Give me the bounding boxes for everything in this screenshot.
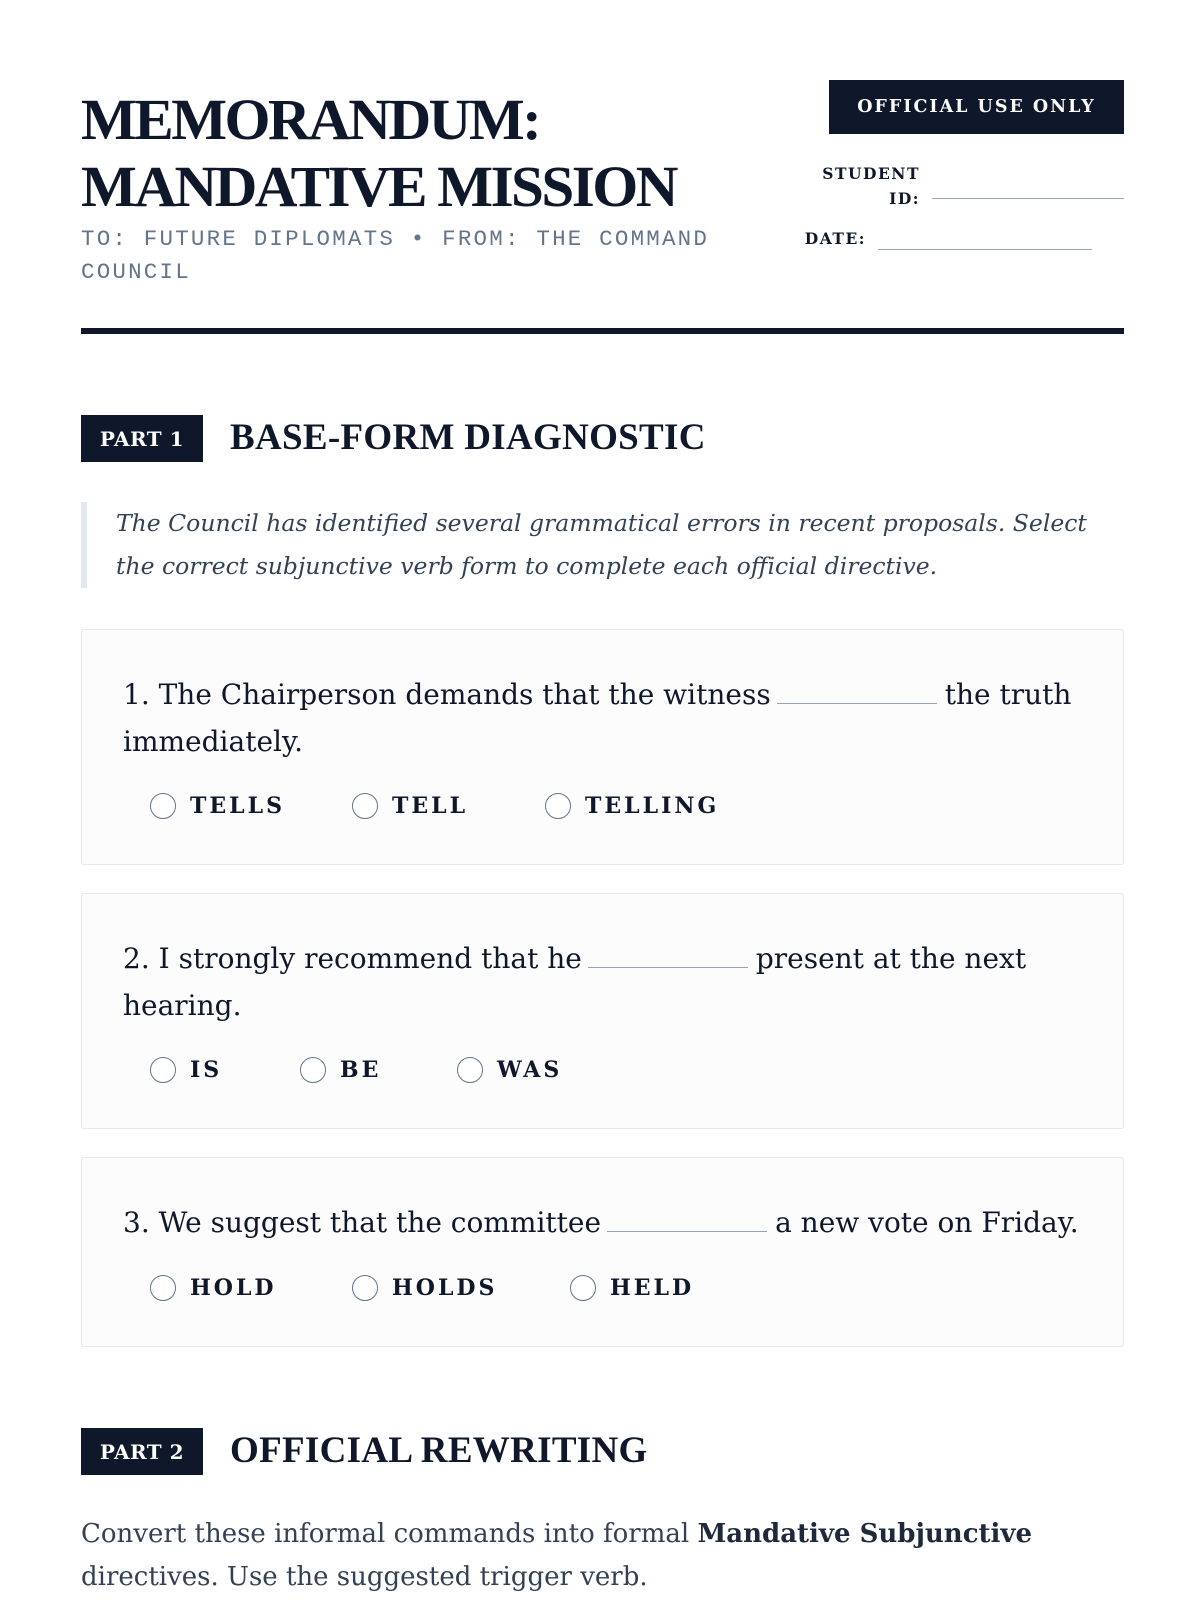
question-card-2: [81, 893, 1124, 1129]
part-1-intro: The Council has identified several grammatical errors in recent proposals. Select the correct subjunctive verb form to complete each official directive.: [81, 502, 1124, 588]
part-1-badge: PART 1: [81, 415, 203, 462]
radio-icon[interactable]: [352, 1275, 378, 1301]
answer-blank-3: [607, 1231, 767, 1232]
radio-icon[interactable]: [457, 1057, 483, 1083]
option-2-b[interactable]: [300, 1057, 457, 1083]
question-text-2: [123, 935, 1088, 1029]
option-1-a[interactable]: [150, 793, 352, 819]
question-card-3: [81, 1157, 1124, 1347]
part-2-desc-bold: Mandative Subjunctive: [697, 1519, 1033, 1549]
answer-blank-1: [777, 703, 937, 704]
option-3-a[interactable]: [150, 1275, 352, 1301]
part-2-desc-before: Convert these informal commands into formal: [81, 1519, 698, 1549]
option-label: TELL: [392, 793, 469, 819]
options-2: [150, 1057, 562, 1083]
option-label: HOLD: [190, 1275, 277, 1301]
question-text-3: [123, 1199, 1088, 1246]
radio-icon[interactable]: [352, 793, 378, 819]
title-line-1: MEMORANDUM:: [81, 87, 540, 152]
part-2-description: [81, 1513, 1124, 1599]
options-3: [150, 1275, 694, 1301]
part-2-title: OFFICIAL REWRITING: [230, 1430, 648, 1471]
date-label: DATE:: [804, 229, 866, 248]
option-label: IS: [190, 1057, 223, 1083]
option-label: HELD: [610, 1275, 695, 1301]
part-2-badge: PART 2: [81, 1428, 203, 1475]
option-1-c[interactable]: [545, 793, 719, 819]
option-label: BE: [340, 1057, 382, 1083]
to-from-line: TO: FUTURE DIPLOMATS • FROM: THE COMMAND COUNCIL: [81, 226, 710, 285]
option-1-b[interactable]: [352, 793, 545, 819]
question-1-before: 1. The Chairperson demands that the witness: [123, 678, 771, 711]
question-2-after: present at the next hearing.: [123, 942, 1027, 1022]
option-3-c[interactable]: [570, 1275, 694, 1301]
title-line-2: MANDATIVE MISSION: [81, 154, 676, 219]
option-2-a[interactable]: [150, 1057, 300, 1083]
header-divider: [81, 328, 1124, 334]
answer-blank-2: [588, 967, 748, 968]
question-1-after: the truth immediately.: [123, 678, 1072, 758]
part-1-title: BASE-FORM DIAGNOSTIC: [230, 417, 706, 458]
option-2-c[interactable]: [457, 1057, 562, 1083]
date-field[interactable]: [878, 249, 1092, 250]
option-label: TELLING: [585, 793, 720, 819]
question-3-after: a new vote on Friday.: [775, 1206, 1079, 1239]
option-3-b[interactable]: [352, 1275, 570, 1301]
radio-icon[interactable]: [150, 793, 176, 819]
student-id-label: STUDENT ID:: [822, 164, 920, 208]
question-card-1: [81, 629, 1124, 865]
option-label: TELLS: [190, 793, 285, 819]
student-id-field[interactable]: [932, 198, 1124, 199]
options-1: [150, 793, 719, 819]
option-label: WAS: [497, 1057, 563, 1083]
question-text-1: [123, 671, 1088, 765]
radio-icon[interactable]: [570, 1275, 596, 1301]
radio-icon[interactable]: [150, 1057, 176, 1083]
question-3-before: 3. We suggest that the committee: [123, 1206, 602, 1239]
official-use-badge: OFFICIAL USE ONLY: [829, 80, 1124, 134]
question-2-before: 2. I strongly recommend that he: [123, 942, 582, 975]
radio-icon[interactable]: [545, 793, 571, 819]
part-2-desc-after: directives. Use the suggested trigger verb.: [81, 1562, 648, 1592]
page-title: [81, 86, 795, 220]
radio-icon[interactable]: [150, 1275, 176, 1301]
option-label: HOLDS: [392, 1275, 498, 1301]
radio-icon[interactable]: [300, 1057, 326, 1083]
